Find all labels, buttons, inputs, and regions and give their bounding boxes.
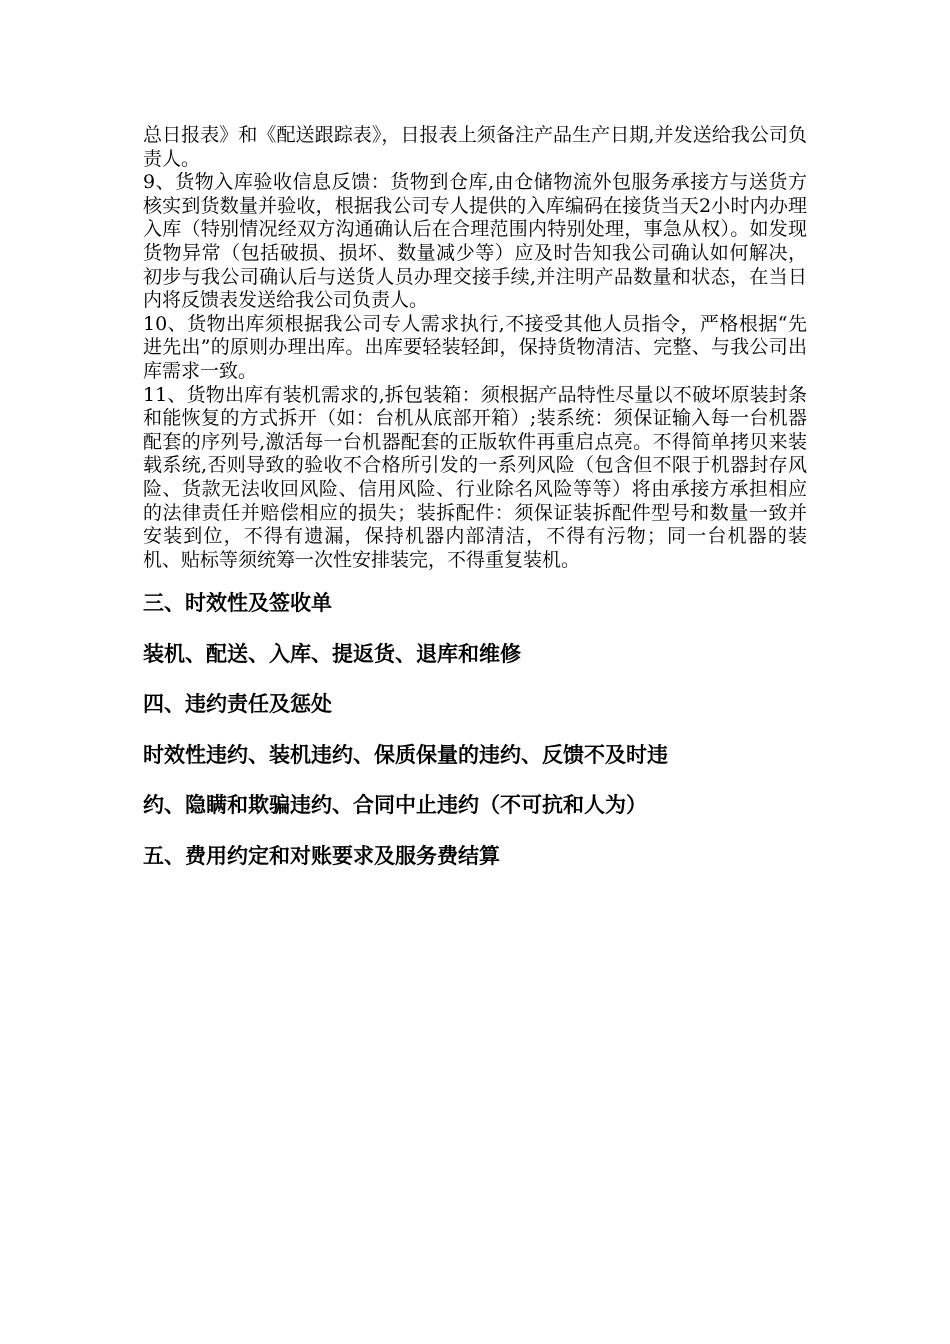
section-4-subheading-line-2: 约、隐瞒和欺骗违约、合同中止违约（不可抗和人为） xyxy=(143,793,647,818)
section-heading-3: 三、时效性及签收单 xyxy=(143,591,332,616)
section-heading-5: 五、费用约定和对账要求及服务费结算 xyxy=(143,843,500,868)
paragraph-daily-report: 总日报表》和《配送跟踪表》，日报表上须备注产品生产日期,并发送给我公司负责人。 xyxy=(143,124,807,170)
document-body xyxy=(143,124,807,881)
section-heading-4: 四、违约责任及惩处 xyxy=(143,692,332,717)
paragraph-item-9-inbound-feedback: 9、货物入库验收信息反馈：货物到仓库,由仓储物流外包服务承接方与送货方核实到货数量并验收，根据我公司专人提供的入库编码在接货当天2小时内办理入库（特别情况经双方沟通确认后在合理范围内特别处理，事急从权）。如发现货物异常（包括破损、损坏、数量减少等）应及时告知我公司确认如何解决，初步与我公司确认后与送货人员办理交接手续,并注明产品数量和状态，在当日内将反馈表发送给我公司负责人。 xyxy=(143,171,807,312)
section-4-subheading-line-1: 时效性违约、装机违约、保质保量的违约、反馈不及时违 xyxy=(143,742,668,767)
section-3-subheading: 装机、配送、入库、提返货、退库和维修 xyxy=(143,641,521,666)
paragraph-item-11-installation: 11、货物出库有装机需求的,拆包装箱：须根据产品特性尽量以不破坏原装封条和能恢复的方式拆开（如：台机从底部开箱）;装系统：须保证输入每一台机器配套的序列号,激活每一台机器配套的正版软件再重启点亮。不得简单拷贝来装载系统,否则导致的验收不合格所引发的一系列风险（包含但不限于机器封存风险、货款无法收回风险、信用风险、行业除名风险等等）将由承接方承担相应的法律责任并赔偿相应的损失；装拆配件：须保证装拆配件型号和数量一致并安装到位，不得有遗漏，保持机器内部清洁，不得有污物；同一台机器的装机、贴标等须统筹一次性安排装完，不得重复装机。 xyxy=(143,383,807,571)
paragraph-item-10-outbound: 10、货物出库须根据我公司专人需求执行,不接受其他人员指令，严格根据“先进先出”的原则办理出库。出库要轻装轻卸，保持货物清洁、完整、与我公司出库需求一致。 xyxy=(143,312,807,382)
